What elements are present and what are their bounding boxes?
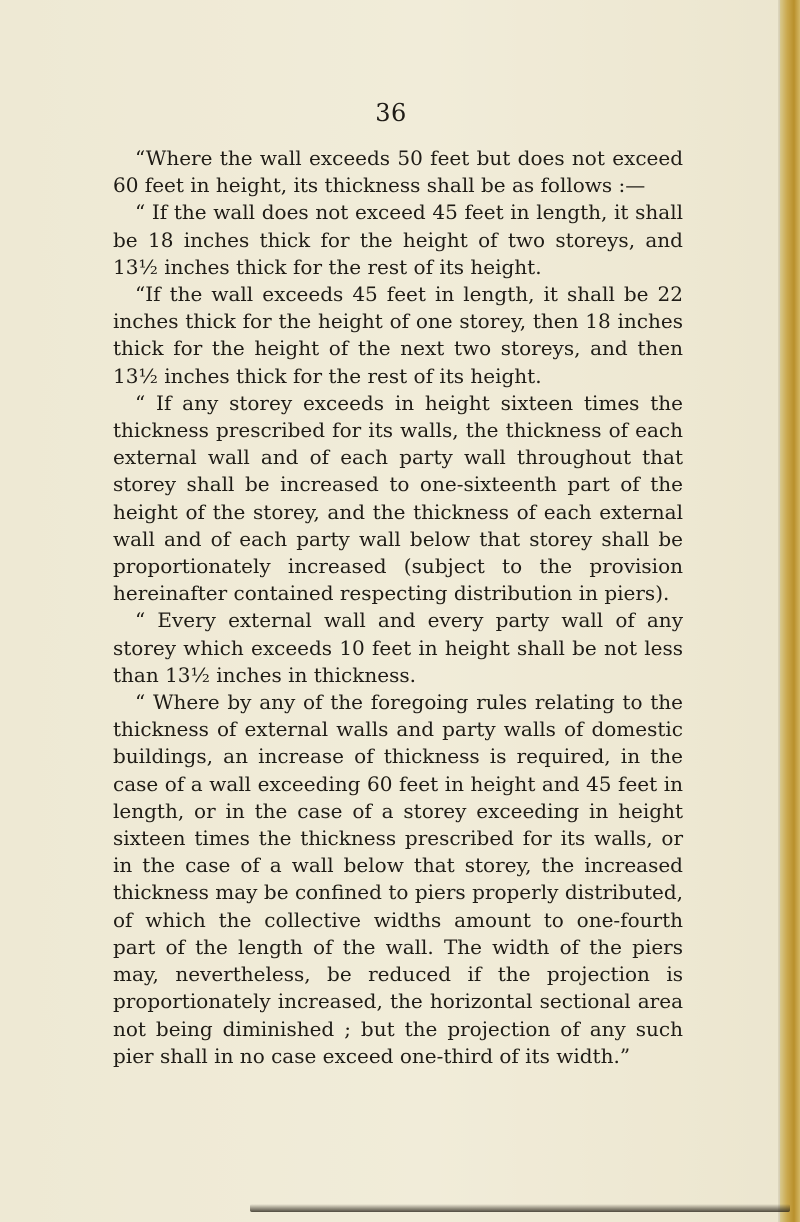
paragraph-ten-feet-storey-rule: “ Every external wall and every party wall of any storey which exceeds 10 feet in height shall be not less than 13½ inches in thickness. bbox=[113, 608, 683, 687]
paragraph-rule-45-feet-or-less: “ If the wall does not exceed 45 feet in length, it shall be 18 inches thick for the height of two storeys, and 13½ inches thick for the rest of its height. bbox=[113, 200, 683, 279]
paragraph-intro: “Where the wall exceeds 50 feet but does not exceed 60 feet in height, its thickness shall be as follows :— bbox=[113, 146, 683, 198]
paragraph-rule-exceeds-45-feet: “If the wall exceeds 45 feet in length, it shall be 22 inches thick for the height of one storey, then 18 inches thick for the height of the next two storeys, and then 13½ inches thick for the rest of its height. bbox=[113, 282, 683, 388]
book-edge bbox=[780, 0, 800, 1222]
paragraph-storey-height-rule: “ If any storey exceeds in height sixteen times the thickness prescribed for its walls, the thickness of each external wall and of each party wall throughout that storey shall be increased to one-sixteenth part of the height of the storey, and the thickness of each external wall and of each party wall below that storey shall be proportionately increased (subject to the provision hereinafter contained respecting distribution in piers). bbox=[113, 390, 683, 606]
page-bottom-shadow-line bbox=[250, 1204, 790, 1212]
paragraph-piers-rule: “ Where by any of the foregoing rules relating to the thickness of external walls and party walls of domestic buildings, an increase of thickness is required, in the case of a wall exceeding 60 feet in height and 45 feet in length, or in the case of a storey exceeding in height sixteen times the thickness prescribed for its walls, or in the case of a wall below that storey, the increased thickness may be confined to piers properly distributed, of which the collective widths amount to one-fourth part of the length of the wall. The width of the piers may, nevertheless, be reduced if the projection is proportionately increased, the horizontal sectional area not being diminished ; but the projection of any such pier shall in no case exceed one-third of its width.” bbox=[113, 690, 683, 1068]
body-text bbox=[113, 145, 683, 1070]
page-number: 36 bbox=[375, 99, 407, 127]
